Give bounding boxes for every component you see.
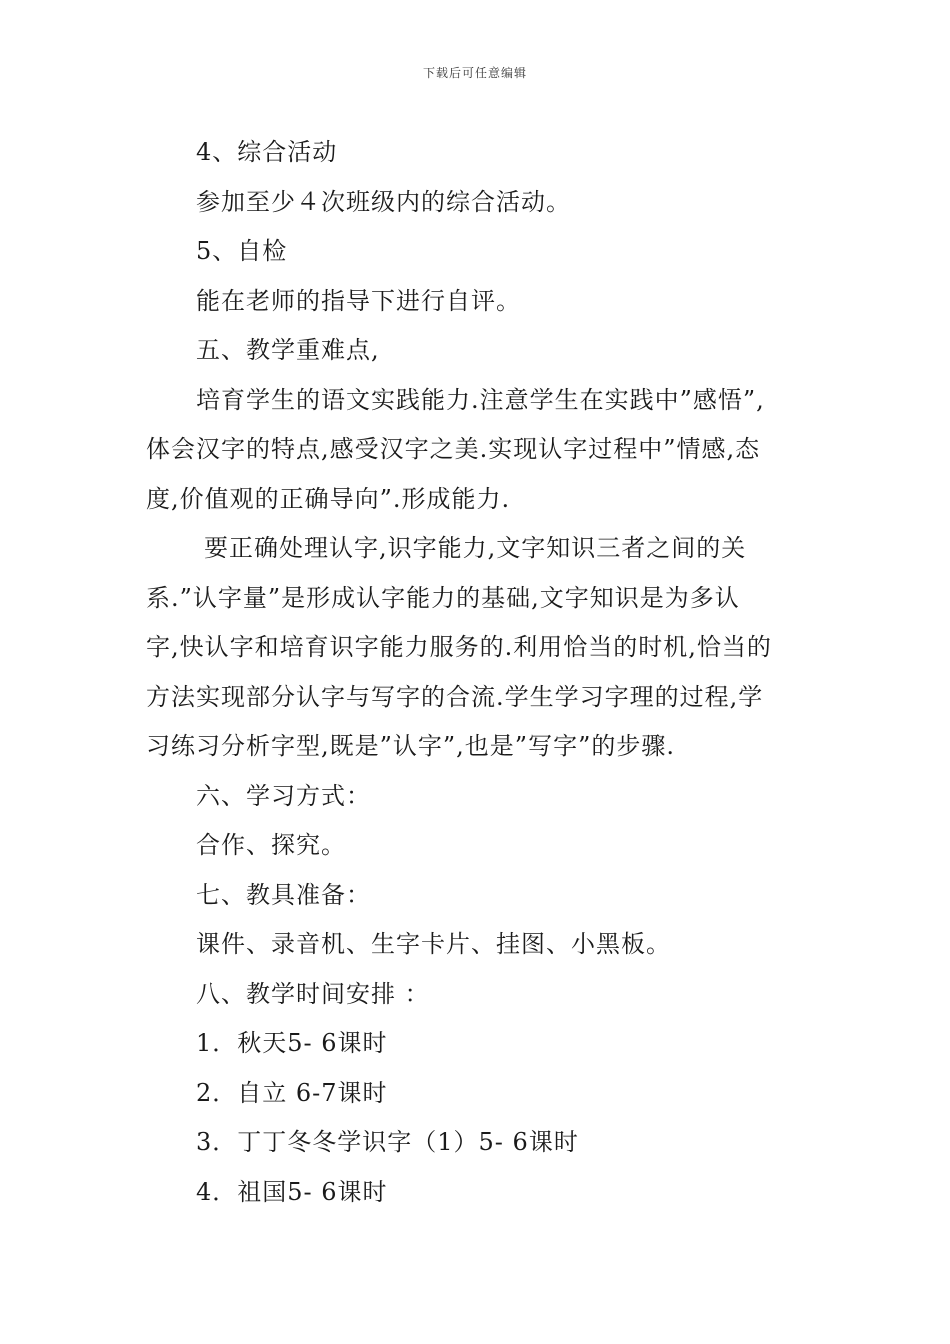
list-item: 3．丁丁冬冬学识字（1）5- 6课时 <box>196 1128 579 1156</box>
paragraph-line: 系.”认字量”是形成认字能力的基础,文字知识是为多认 <box>146 583 740 612</box>
section-heading-teaching-aids: 七、教具准备： <box>196 880 371 909</box>
list-item: 2．自立 6-7课时 <box>196 1078 388 1107</box>
section-heading-schedule: 八、教学时间安排 ： <box>196 979 430 1008</box>
paragraph-line: 能在老师的指导下进行自评。 <box>196 286 521 315</box>
paragraph-line: 习练习分析字型,既是”认字”,也是”写字”的步骤. <box>146 732 675 760</box>
paragraph-line: 课件、录音机、生字卡片、挂图、小黑板。 <box>196 930 671 958</box>
section-heading-self-check: 5、自检 <box>196 237 288 265</box>
paragraph-line: 体会汉字的特点,感受汉字之美.实现认字过程中”情感,态 <box>146 435 761 463</box>
paragraph-line: 参加至少４次班级内的综合活动。 <box>196 187 571 216</box>
paragraph-line: 合作、探究。 <box>196 831 346 859</box>
paragraph-line: 培育学生的语文实践能力.注意学生在实践中”感悟”, <box>196 385 765 414</box>
list-item: 1．秋天5- 6课时 <box>196 1029 388 1057</box>
page-header-note: 下载后可任意编辑 <box>422 66 527 80</box>
list-item: 4．祖国5- 6课时 <box>196 1177 388 1206</box>
section-heading-learning-method: 六、学习方式： <box>196 781 371 810</box>
section-heading-key-difficulties: 五、教学重难点, <box>196 336 380 364</box>
paragraph-line: 度,价值观的正确导向”.形成能力. <box>146 484 511 513</box>
paragraph-line: 字,快认字和培育识字能力服务的.利用恰当的时机,恰当的 <box>146 633 772 661</box>
paragraph-line: 方法实现部分认字与写字的合流.学生学习字理的过程,学 <box>146 682 764 711</box>
paragraph-line: 要正确处理认字,识字能力,文字知识三者之间的关 <box>204 534 747 562</box>
document-body <box>146 128 826 1217</box>
section-heading-comprehensive-activity: 4、综合活动 <box>196 138 338 166</box>
